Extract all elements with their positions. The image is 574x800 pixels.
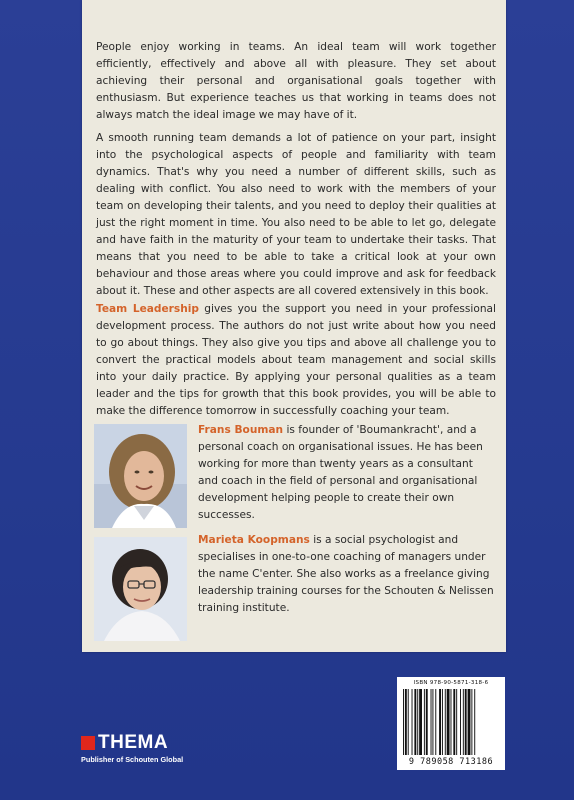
author-photo-frans-bouman <box>94 424 187 528</box>
blurb-paragraph-1 <box>96 39 496 124</box>
barcode-number: 9 789058 713186 <box>408 757 494 767</box>
author-name: Marieta Koopmans <box>198 534 310 546</box>
author-bio-marieta-koopmans <box>198 532 494 617</box>
logo-red-square-icon <box>81 736 95 750</box>
blurb-paragraph-2 <box>96 130 496 300</box>
author-bio-text: is a social psychologist and specialises in one-to-one coaching of managers under the name C'enter. She also works as a freelance giving leadership training courses for the Schouten & Nelissen training institute. <box>198 534 494 614</box>
barcode-bars <box>403 689 499 755</box>
publisher-name: THEMA <box>98 732 169 753</box>
author-photo-marieta-koopmans <box>94 537 187 641</box>
isbn-label: ISBN 978-90-5871-318-6 <box>413 680 489 686</box>
book-title-highlight: Team Leadership <box>96 303 199 315</box>
author-name: Frans Bouman <box>198 424 284 436</box>
blurb-paragraph-1-text: People enjoy working in teams. An ideal team will work together efficiently, effectively and above all with pleasure. They set about achieving their personal and organisational goals together with enthusiasm. But experience teaches us that working in teams does not always match the ideal image we may have of it. <box>96 41 496 121</box>
publisher-tagline: Publisher of Schouten Global <box>81 755 184 764</box>
isbn-barcode <box>397 677 505 770</box>
author-bio-frans-bouman <box>198 422 494 524</box>
blurb-paragraph-3 <box>96 301 496 420</box>
blurb-paragraph-3-text: gives you the support you need in your professional development process. The authors do not just write about how you need to go about things. They also give you tips and above all challenge you to convert the practical models about team management and social skills into your daily practice. By applying your personal qualities as a team leader and the tips for growth that this book provides, you will be able to make the difference tomorrow in successfully coaching your team. <box>96 303 496 417</box>
author-bio-text: is founder of 'Boumankracht', and a personal coach on organisational issues. He has been working for more than twenty years as a consultant and coach in the field of personal and organisational development helping people to create their own successes. <box>198 424 483 521</box>
blurb-paragraph-2-text: A smooth running team demands a lot of patience on your part, insight into the psychological aspects of people and familiarity with team dynamics. That's why you need a number of different skills, such as dealing with conflict. You also need to work with the members of your team on developing their talents, and you need to deploy their qualities at just the right moment in time. You also need to be able to let go, delegate and have faith in the maturity of your team to undertake their tasks. That means that you need to be able to take a critical look at your own behaviour and those areas where you could improve and ask for feedback about it. These and other aspects are all covered extensively in this book. <box>96 132 496 297</box>
